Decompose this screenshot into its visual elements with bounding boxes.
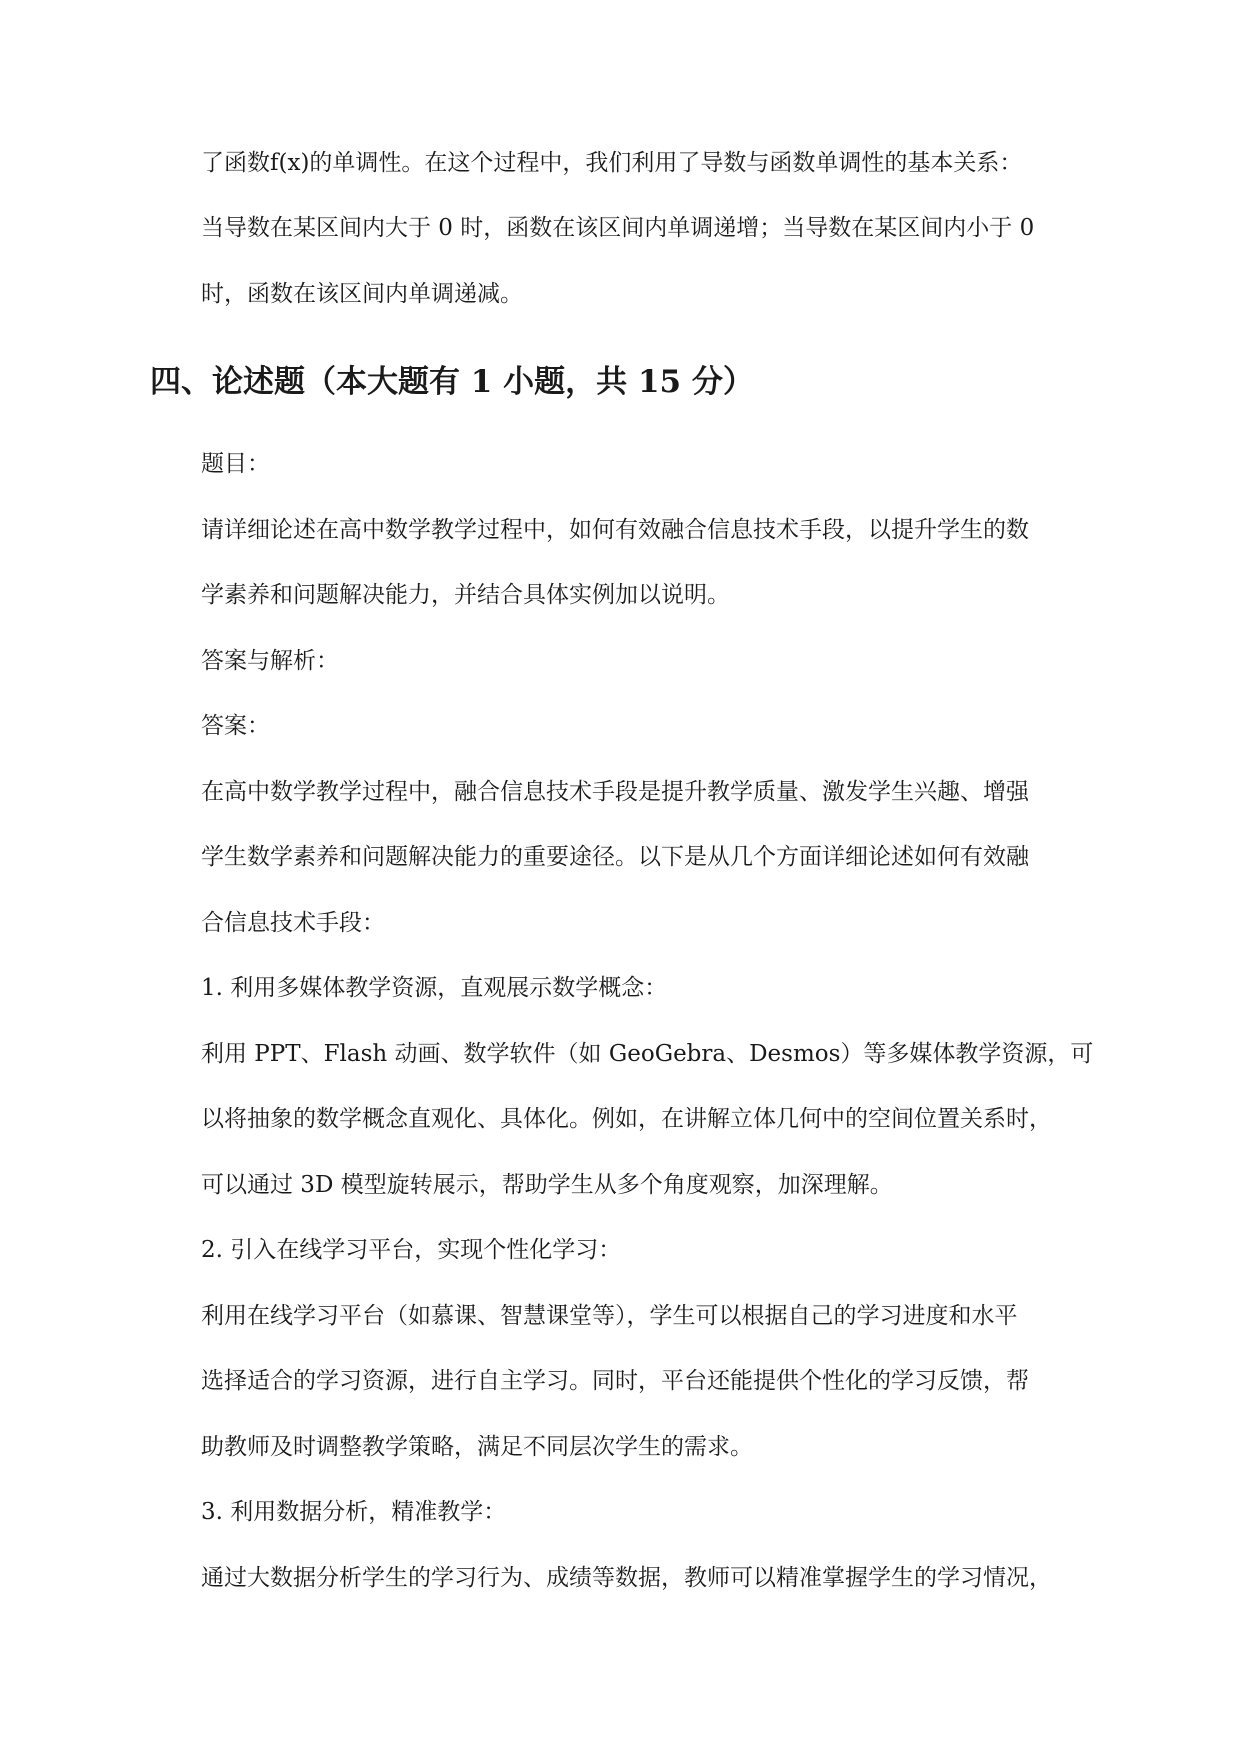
answer-label: 答案： (201, 713, 270, 739)
intro-line-3: 合信息技术手段： (201, 910, 385, 936)
previous-answer-line-3: 时，函数在该区间内单调递减。 (201, 281, 523, 307)
point-1-line-1: 利用 PPT、Flash 动画、数学软件（如 GeoGebra、Desmos）等多媒体教学资源，可 (201, 1041, 1094, 1067)
point-3-line-1: 通过大数据分析学生的学习行为、成绩等数据，教师可以精准掌握学生的学习情况， (201, 1565, 1052, 1591)
point-2-line-3: 助教师及时调整教学策略，满足不同层次学生的需求。 (201, 1434, 753, 1460)
point-1-line-3: 可以通过 3D 模型旋转展示，帮助学生从多个角度观察，加深理解。 (201, 1172, 893, 1198)
point-2-line-1: 利用在线学习平台（如慕课、智慧课堂等），学生可以根据自己的学习进度和水平 (201, 1303, 1018, 1329)
question-label: 题目： (201, 451, 270, 477)
question-line-2: 学素养和问题解决能力，并结合具体实例加以说明。 (201, 582, 730, 608)
section-heading: 四、论述题（本大题有 1 小题，共 15 分） (150, 364, 754, 400)
intro-line-2: 学生数学素养和问题解决能力的重要途径。以下是从几个方面详细论述如何有效融 (201, 844, 1029, 870)
question-line-1: 请详细论述在高中数学教学过程中，如何有效融合信息技术手段，以提升学生的数 (201, 517, 1029, 543)
point-1-title: 1. 利用多媒体教学资源，直观展示数学概念： (201, 975, 668, 1001)
point-3-title: 3. 利用数据分析，精准教学： (201, 1499, 507, 1525)
previous-answer-line-2: 当导数在某区间内大于 0 时，函数在该区间内单调递增；当导数在某区间内小于 0 (201, 215, 1035, 241)
intro-line-1: 在高中数学教学过程中，融合信息技术手段是提升教学质量、激发学生兴趣、增强 (201, 779, 1029, 805)
previous-answer-line-1: 了函数f(x)的单调性。在这个过程中，我们利用了导数与函数单调性的基本关系： (201, 150, 1023, 176)
point-2-line-2: 选择适合的学习资源，进行自主学习。同时，平台还能提供个性化的学习反馈，帮 (201, 1368, 1029, 1394)
point-1-line-2: 以将抽象的数学概念直观化、具体化。例如，在讲解立体几何中的空间位置关系时， (201, 1106, 1052, 1132)
answer-analysis-label: 答案与解析： (201, 648, 339, 674)
point-2-title: 2. 引入在线学习平台，实现个性化学习： (201, 1237, 622, 1263)
